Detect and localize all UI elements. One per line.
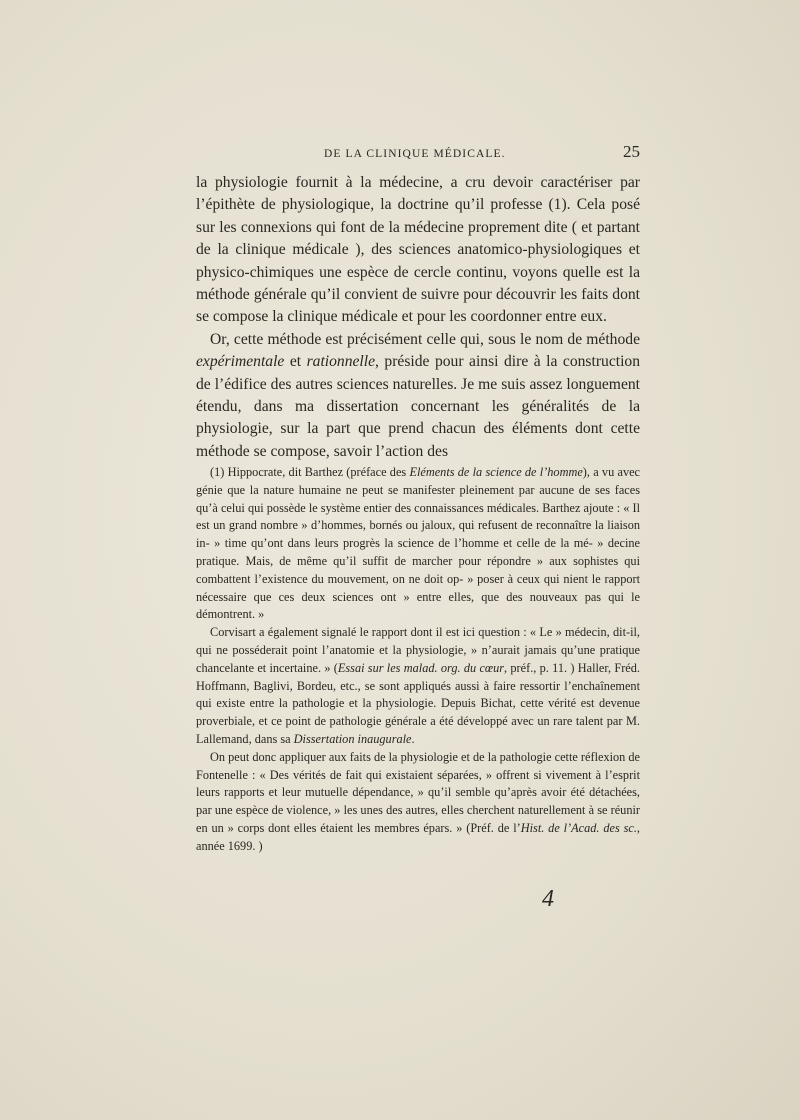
page-header <box>196 142 640 166</box>
paragraph-2-part-2: et <box>284 353 307 371</box>
footnote-1-part-1: (1) Hippocrate, dit Barthez (préface des <box>210 465 410 479</box>
term-experimentale: expérimentale <box>196 353 285 371</box>
paragraph-2 <box>196 329 640 463</box>
footnote <box>196 464 640 856</box>
paragraph-2-part-3: , préside pour ainsi dire à la construction de l’édifice des autres sciences naturelles. Je me suis assez longuement étendu, dans ma dissertation concernant les généralités de la physiologie, sur la part que prend chacun des éléments dont cette méthode se compose, savoir l’action des <box>196 353 640 460</box>
paragraph-1: la physiologie fournit à la médecine, a cru devoir caractériser par l’épithète de physiologique, la doctrine qu’il professe (1). Cela posé sur les connexions qui font de la médecine proprement dite ( et partant de la clinique médicale ), des sciences anatomico-physiologiques et physico-chimiques une espèce de cercle continu, voyons quelle est la méthode générale qu’il convient de suivre pour découvrir les faits dont se compose la clinique médicale et pour les coordonner entre eux. <box>196 174 640 326</box>
page-number: 25 <box>623 142 640 161</box>
footnote-1-title: Eléments de la science de l’homme <box>409 465 583 479</box>
term-rationnelle: rationnelle <box>306 353 376 371</box>
footnote-paragraph-3 <box>196 749 640 856</box>
footnote-2-part-2: , préf., p. 11. ) Haller, Fréd. Hoffmann, Baglivi, Bordeu, etc., se sont appliqués aussi à faire ressortir l’enchaînement qui existe entre la pathologie et la physiologie. Depuis Bichat, cette vérité est devenue proverbiale, et ce point de pathologie générale a été développé avec un rare talent par M. Lallemand, dans sa <box>196 660 640 746</box>
footnote-2-title-1: Essai sur les malad. org. du cœur <box>337 660 505 675</box>
footnote-3-title: Hist. de l’Acad. des sc. <box>520 820 637 835</box>
footnote-2-part-1: Corvisart a également signalé le rapport dont il est ici question : « Le » médecin, dit-il, qui ne posséderait point l’anatomie et la physiologie, » n’aurait jamais qu’une pratique chancelante et incertaine. » ( <box>196 625 640 675</box>
paragraph-2-part-1: Or, cette méthode est précisément celle qui, sous le nom de méthode <box>210 330 640 348</box>
running-title: DE LA CLINIQUE MÉDICALE. <box>324 148 506 160</box>
main-text <box>196 172 640 463</box>
footnote-3-part-1: On peut donc appliquer aux faits de la physiologie et de la pathologie cette réflexion de Fontenelle : « Des vérités de fait qui existaient séparées, » offrent si vivement à l’esprit leurs rapports et leur mutuelle dépendance, » qu’il semble qu’après avoir été détachées, par une espèce de violence, » les unes des autres, elles cherchent naturellement à se réunir en un » corps dont elles étaient les membres épars. » (Préf. de l’ <box>196 749 640 835</box>
footnote-paragraph-2 <box>196 624 640 749</box>
signature-mark: 4 <box>542 886 554 912</box>
footnote-2-part-3: . <box>411 731 415 746</box>
footnote-3-part-2: , année 1699. ) <box>196 820 640 853</box>
footnote-1-part-2: ), a vu avec génie que la nature humaine ne peut se manifester pleinement par aucune de ses faces qu’à celui qui possède le système entier des connaissances médicales. Barthez ajoute : « Il est un grand nombre » d’hommes, bornés ou jaloux, qui refusent de reconnaître la liaison in- » time qu’ont dans leurs progrès la science de l’homme et celle de la mé- » decine pratique. Mais, de même qu’il suffit de marcher pour répondre » aux sophistes qui combattent l’existence du mouvement, on ne doit op- » poser à ceux qui nient le rapport nécessaire que ces deux sciences ont » entre elles, que des nouveaux pas qui le démontrent. » <box>196 465 641 622</box>
footnote-paragraph-1 <box>196 464 640 624</box>
footnote-2-title-2: Dissertation inaugurale <box>293 731 412 746</box>
